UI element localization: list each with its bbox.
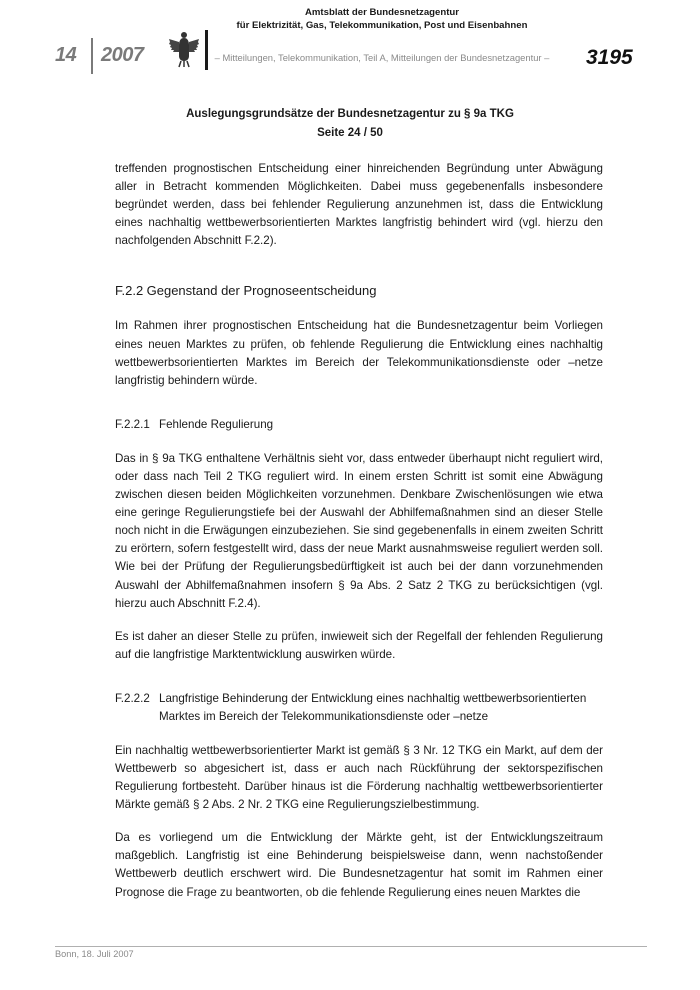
section-heading-f22 <box>115 282 603 300</box>
section-number: F.2.2.2 <box>115 691 150 705</box>
issue-number: 14 <box>55 44 77 66</box>
footer-date: Bonn, 18. Juli 2007 <box>55 949 134 959</box>
page-number: 3195 <box>586 46 633 69</box>
section-heading-f221 <box>115 416 603 434</box>
section-title: Langfristige Behinderung der Entwicklung eines nachhaltig wettbewerbsorientierten Marktes im Bereich der Telekommunikationsdienste oder –netze <box>159 691 587 723</box>
footer-divider <box>55 946 647 947</box>
paragraph: Das in § 9a TKG enthaltene Verhältnis sieht vor, dass entweder überhaupt nicht reguliert wird, oder dass nach Teil 2 TKG reguliert wird. In einem ersten Schritt ist somit eine Abwägung zwischen diesen beiden Möglichkeiten vorzunehmen. Denkbare Zwischenlösungen wie etwa eine geringe Regulierungstiefe bei der Auswahl der Abhilfemaßnahmen sind an dieser Stelle noch nicht in die Erwägungen einzubeziehen. Sie sind gegebenenfalls in einem zweiten Schritt zu erörtern, sofern festgestellt wird, dass der neue Markt ausnahmsweise reguliert werden soll. Wie bei der Prüfung der Regulierungsbedürftigkeit ist auch bei der dann vorzunehmenden Auswahl der Abhilfemaßnahmen insofern § 9a Abs. 2 Satz 2 TKG zu berücksichtigen (vgl. hierzu auch Abschnitt F.2.4). <box>115 451 603 610</box>
federal-eagle-icon <box>168 30 200 68</box>
paragraph: Da es vorliegend um die Entwicklung der Märkte geht, ist der Entwicklungszeitraum maßgeblich. Langfristig ist eine Behinderung beispielsweise dann, wenn nachstoßender Wettbewerb deutlich erschwert wird. Die Bundesnetzagentur hat somit im Rahmen einer Prognose die Frage zu beantworten, ob die fehlende Regulierung eines neuen Marktes die <box>115 831 603 899</box>
gazette-subtitle: für Elektrizität, Gas, Telekommunikation, Post und Eisenbahnen <box>236 19 528 31</box>
paragraph: treffenden prognostischen Entscheidung einer hinreichenden Begründung unter Abwägung aller in Betracht kommenden Möglichkeiten. Dabei muss gegebenenfalls insbesondere begründet werden, dass bei fehlender Regulierung anzunehmen ist, dass die Entwicklung eines nachhaltig wettbewerbsorientierten Marktes langfristig behindert wird (vgl. hierzu den nachfolgenden Abschnitt F.2.2). <box>115 162 603 248</box>
document-page-info: Seite 24 / 50 <box>317 127 383 139</box>
section-title: Gegenstand der Prognoseentscheidung <box>146 283 377 299</box>
paragraph: Ein nachhaltig wettbewerbsorientierter Markt ist gemäß § 3 Nr. 12 TKG ein Markt, auf dem der Wettbewerb so abgesichert ist, dass er auch nach Rückführung der sektorspezifischen Regulierung fortbesteht. Darüber hinaus ist die Förderung nachhaltig wettbewerbsorientierter Märkte gemäß § 2 Abs. 2 Nr. 2 TKG eine Regulierungszielbestimmung. <box>115 743 603 812</box>
paragraph: Im Rahmen ihrer prognostischen Entscheidung hat die Bundesnetzagentur beim Vorliegen eines neuen Marktes zu prüfen, ob fehlende Regulierung die Entwicklung eines nachhaltig wettbewerbsorientierten Marktes im Bereich der Telekommunikationsdienste oder –netze langfristig behindern würde. <box>115 319 603 387</box>
section-number: F.2.2 <box>115 283 144 299</box>
paragraph: Es ist daher an dieser Stelle zu prüfen, inwieweit sich der Regelfall der fehlenden Regulierung auf die langfristige Marktentwicklung auswirken würde. <box>115 629 603 661</box>
gazette-section: – Mitteilungen, Telekommunikation, Teil A, Mitteilungen der Bundesnetzagentur – <box>214 52 550 63</box>
issue-year: 2007 <box>101 44 144 66</box>
gazette-header <box>212 7 552 65</box>
document-title: Auslegungsgrundsätze der Bundesnetzagentur zu § 9a TKG <box>186 108 514 120</box>
section-number: F.2.2.1 <box>115 417 150 431</box>
issue-divider <box>91 38 93 74</box>
header-divider <box>205 30 208 70</box>
section-title: Fehlende Regulierung <box>159 417 274 431</box>
section-heading-f222 <box>115 690 603 726</box>
gazette-title: Amtsblatt der Bundesnetzagentur <box>304 7 460 18</box>
document-body <box>115 160 603 902</box>
